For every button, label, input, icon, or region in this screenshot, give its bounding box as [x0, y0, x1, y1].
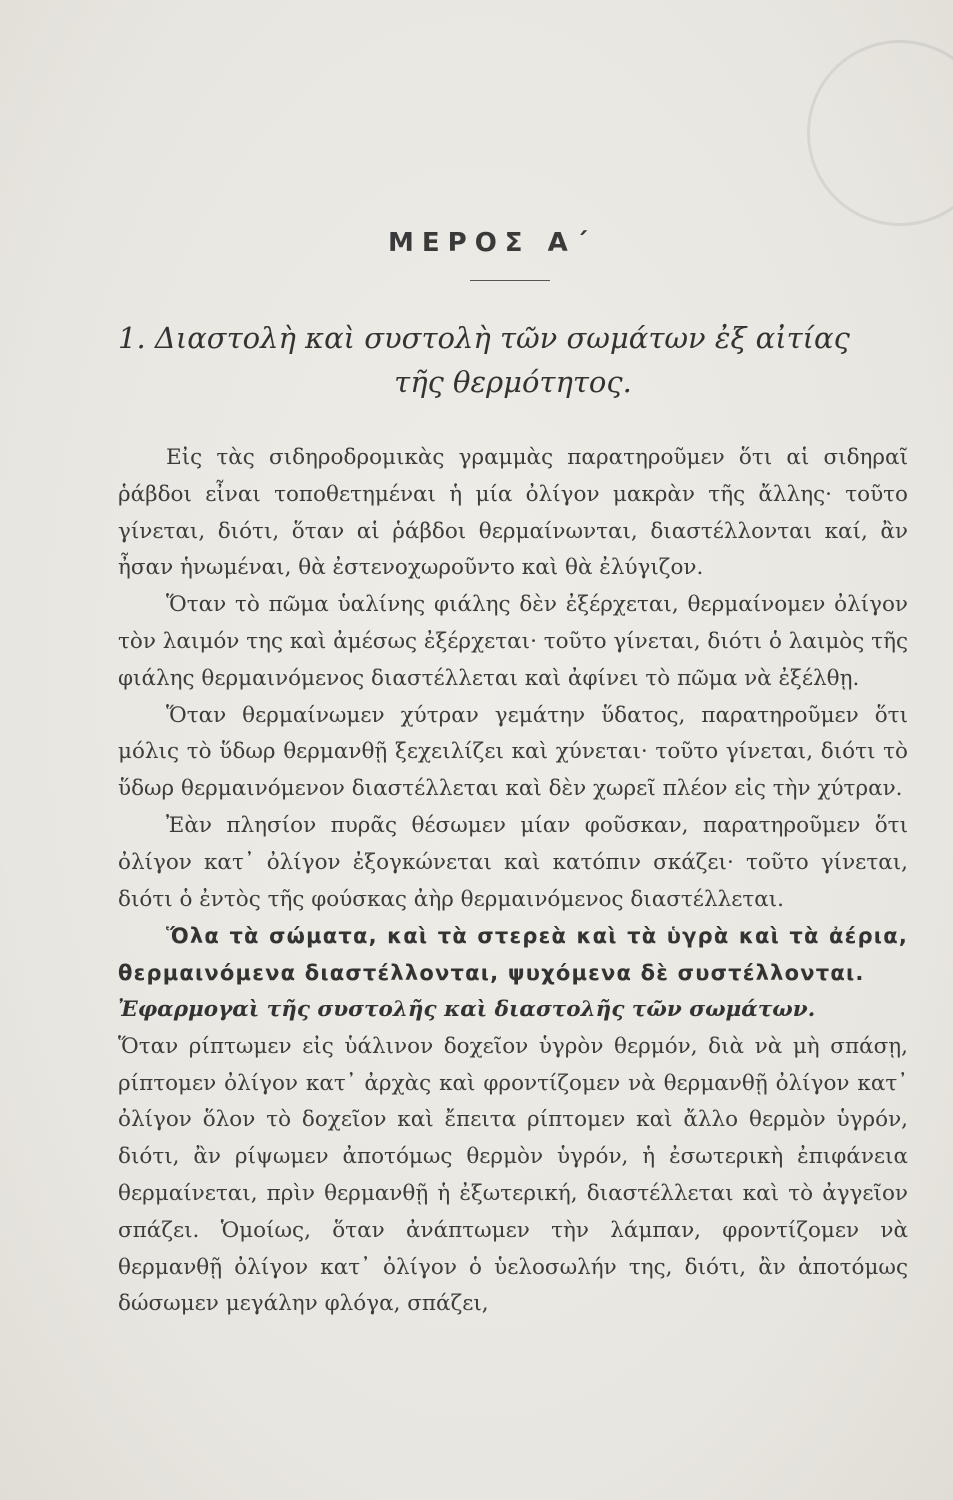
paragraph-applications: Ὅταν ρίπτωμεν εἰς ὑάλινον δοχεῖον ὑγρὸν θερμόν, διὰ νὰ μὴ σπάσῃ, ρίπτομεν ὀλίγον κατ᾽ ἀρχὰς καὶ φροντίζομεν νὰ θερμανθῇ ὀλίγον κατ᾽ ὀλίγον ὅλον τὸ δοχεῖον καὶ ἔπειτα ρίπτομεν καὶ ἄλλο θερμὸν ὑγρόν, διότι, ἂν ρίψωμεν ἀποτόμως θερμὸν ὑγρόν, ἡ ἐσωτερικὴ ἐπιφάνεια θερμαίνεται, πρὶν θερμανθῇ ἡ ἐξωτερική, διαστέλλεται καὶ τὸ ἀγγεῖον σπάζει. Ὁμοίως, ὅταν ἀνάπτωμεν τὴν λάμπαν, φροντίζομεν νὰ θερμανθῇ ὀλίγον κατ᾽ ὀλίγον ὁ ὑελοσωλήν της, διότι, ἂν ἀποτόμως δώσωμεν μεγάλην φλόγα, σπάζει,	[118, 1033, 908, 1317]
body-text	[118, 440, 908, 1323]
paragraph-bottle: Ὅταν τὸ πῶμα ὑαλίνης φιάλης δὲν ἐξέρχεται, θερμαίνομεν ὀλίγον τὸν λαιμόν της καὶ ἀμέσως ἐξέρχεται· τοῦτο γίνεται, διότι ὁ λαιμὸς τῆς φιάλης θερμαινόμενος διαστέλλεται καὶ ἀφίνει τὸ πῶμα νὰ ἐξέλθῃ.	[118, 592, 908, 691]
library-stamp	[807, 40, 953, 226]
part-title: ΜΕΡΟΣ Α΄	[388, 228, 596, 258]
paragraph-rails: Εἰς τὰς σιδηροδρομικὰς γραμμὰς παρατηροῦμεν ὅτι αἱ σιδηραῖ ῥάβδοι εἶναι τοποθετημέναι ἡ μία ὀλίγον μακρὰν τῆς ἄλλης· τοῦτο γίνεται, διότι, ὅταν αἱ ῥάβδοι θερμαίνωνται, διαστέλλονται καί, ἂν ἦσαν ἡνωμέναι, θὰ ἐστενοχωροῦντο καὶ θὰ ἐλύγιζον.	[118, 445, 908, 581]
paragraph-pot: Ὅταν θερμαίνωμεν χύτραν γεμάτην ὕδατος, παρατηροῦμεν ὅτι μόλις τὸ ὕδωρ θερμανθῇ ξεχειλίζει καὶ χύνεται· τοῦτο γίνεται, διότι τὸ ὕδωρ θερμαινόμενον διαστέλλεται καὶ δὲν χωρεῖ πλέον εἰς τὴν χύτραν.	[118, 702, 908, 802]
paragraph-bladder: Ἐὰν πλησίον πυρᾶς θέσωμεν μίαν φοῦσκαν, παρατηροῦμεν ὅτι ὀλίγον κατ᾽ ὀλίγον ἐξογκώνεται καὶ κατόπιν σκάζει· τοῦτο γίνεται, διότι ὁ ἐντὸς τῆς φούσκας ἀὴρ θερμαινόμενος διαστέλλεται.	[118, 812, 908, 912]
section-heading	[118, 316, 908, 404]
title-divider	[470, 280, 550, 281]
rule-statement: Ὅλα τὰ σώματα, καὶ τὰ στερεὰ καὶ τὰ ὑγρὰ καὶ τὰ ἀέρια, θερμαινόμενα διαστέλλονται, ψυχόμενα δὲ συστέλλονται.	[118, 924, 908, 986]
applications-heading: Ἐφαρμογαὶ τῆς συστολῆς καὶ διαστολῆς τῶν σωμάτων.	[118, 996, 816, 1022]
section-heading-line1: 1. Διαστολὴ καὶ συστολὴ τῶν σωμάτων ἐξ αἰτίας	[118, 321, 850, 355]
section-heading-line2: τῆς θερμότητος.	[394, 365, 632, 399]
